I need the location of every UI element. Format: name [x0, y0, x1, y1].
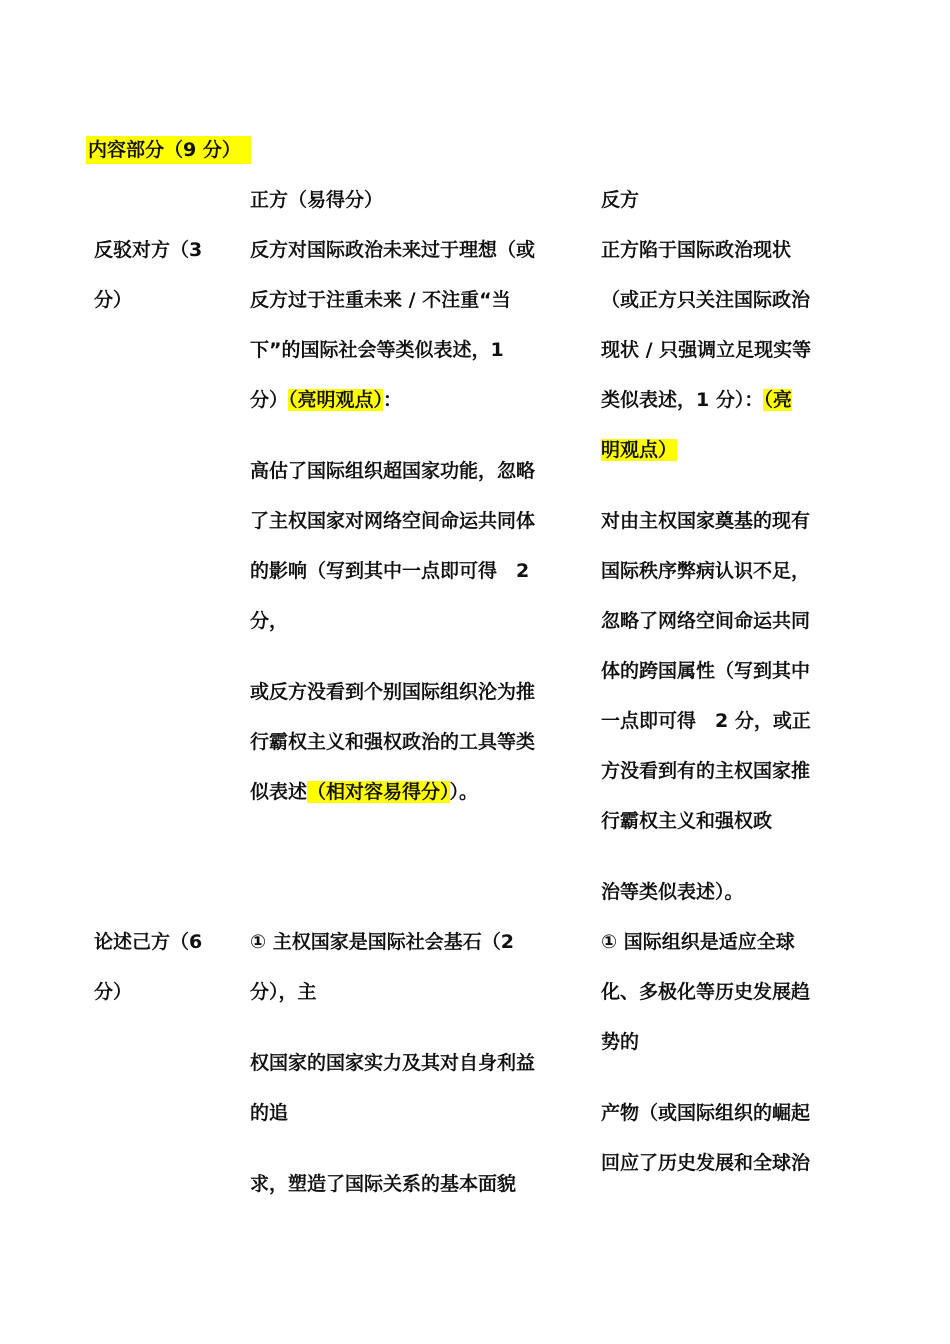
- rebuttal-pro-line: [250, 779, 478, 805]
- rebuttal-con-line: [601, 437, 677, 463]
- argument-label-line-1: 论述己方（6: [94, 931, 203, 953]
- text-span: ）。: [449, 781, 479, 803]
- argument-pro-line: 分），主: [250, 981, 317, 1003]
- highlight-mark: （亮明观点）: [288, 389, 384, 411]
- rebuttal-label-line-2: 分）: [94, 289, 133, 311]
- rebuttal-pro-line: 下”的国际社会等类似表述，1: [250, 339, 504, 361]
- rebuttal-con-line: 对由主权国家奠基的现有: [601, 510, 811, 532]
- rebuttal-pro-line: 了主权国家对网络空间命运共同体: [250, 510, 536, 532]
- rebuttal-con-line: 国际秩序弊病认识不足，: [601, 560, 811, 582]
- rebuttal-pro-line: 反方过于注重未来 / 不注重“当: [250, 289, 511, 311]
- argument-con-line: 回应了历史发展和全球治: [601, 1152, 811, 1174]
- rebuttal-pro-line: 高估了国际组织超国家功能，忽略: [250, 460, 536, 482]
- argument-con-line: ① 国际组织是适应全球: [601, 931, 795, 953]
- argument-con-line: 势的: [601, 1031, 640, 1053]
- rebuttal-con-line: 行霸权主义和强权政: [601, 810, 773, 832]
- text-span: 似表述: [250, 781, 308, 803]
- colon-text: ：: [383, 389, 403, 411]
- section-title: 内容部分（9 分）: [86, 136, 251, 164]
- argument-label-line-2: 分）: [94, 981, 133, 1003]
- rebuttal-pro-line: 或反方没看到个别国际组织沦为推: [250, 681, 536, 703]
- rebuttal-con-line: 体的跨国属性（写到其中: [601, 660, 811, 682]
- rebuttal-con-line: 一点即可得 2 分，或正: [601, 710, 811, 732]
- rebuttal-con-line: （或正方只关注国际政治: [601, 289, 811, 311]
- pro-column-header: 正方（易得分）: [250, 189, 384, 211]
- rebuttal-con-line: 现状 / 只强调立足现实等: [601, 339, 812, 361]
- text-span: 类似表述，1 分）：: [601, 389, 764, 411]
- argument-pro-line: 的追: [250, 1102, 289, 1124]
- rebuttal-con-line: [601, 387, 792, 413]
- rebuttal-pro-line: 反方对国际政治未来过于理想（或: [250, 239, 536, 261]
- rebuttal-label-line-1: 反驳对方（3: [94, 239, 203, 261]
- rebuttal-pro-line: 分，: [250, 610, 289, 632]
- argument-con-line: 产物（或国际组织的崛起: [601, 1102, 811, 1124]
- rebuttal-pro-line: 的影响（写到其中一点即可得 2: [250, 560, 530, 582]
- rebuttal-con-line: 方没看到有的主权国家推: [601, 760, 811, 782]
- rebuttal-con-line: 忽略了网络空间命运共同: [601, 610, 811, 632]
- highlight-mark: （亮: [763, 389, 792, 411]
- argument-con-line: 化、多极化等历史发展趋: [601, 981, 811, 1003]
- highlight-mark: 明观点）: [601, 439, 678, 461]
- score-text: 分）: [250, 389, 289, 411]
- con-column-header: 反方: [601, 189, 640, 211]
- rebuttal-con-line: 正方陷于国际政治现状: [601, 239, 792, 261]
- argument-pro-line: 权国家的国家实力及其对自身利益: [250, 1052, 536, 1074]
- argument-pro-line: ① 主权国家是国际社会基石（2: [250, 931, 514, 953]
- rebuttal-pro-line: [250, 387, 402, 413]
- rebuttal-con-line: 治等类似表述）。: [601, 881, 744, 903]
- highlight-mark: （相对容易得分）: [307, 781, 450, 803]
- rebuttal-pro-line: 行霸权主义和强权政治的工具等类: [250, 731, 536, 753]
- argument-pro-line: 求，塑造了国际关系的基本面貌: [250, 1173, 517, 1195]
